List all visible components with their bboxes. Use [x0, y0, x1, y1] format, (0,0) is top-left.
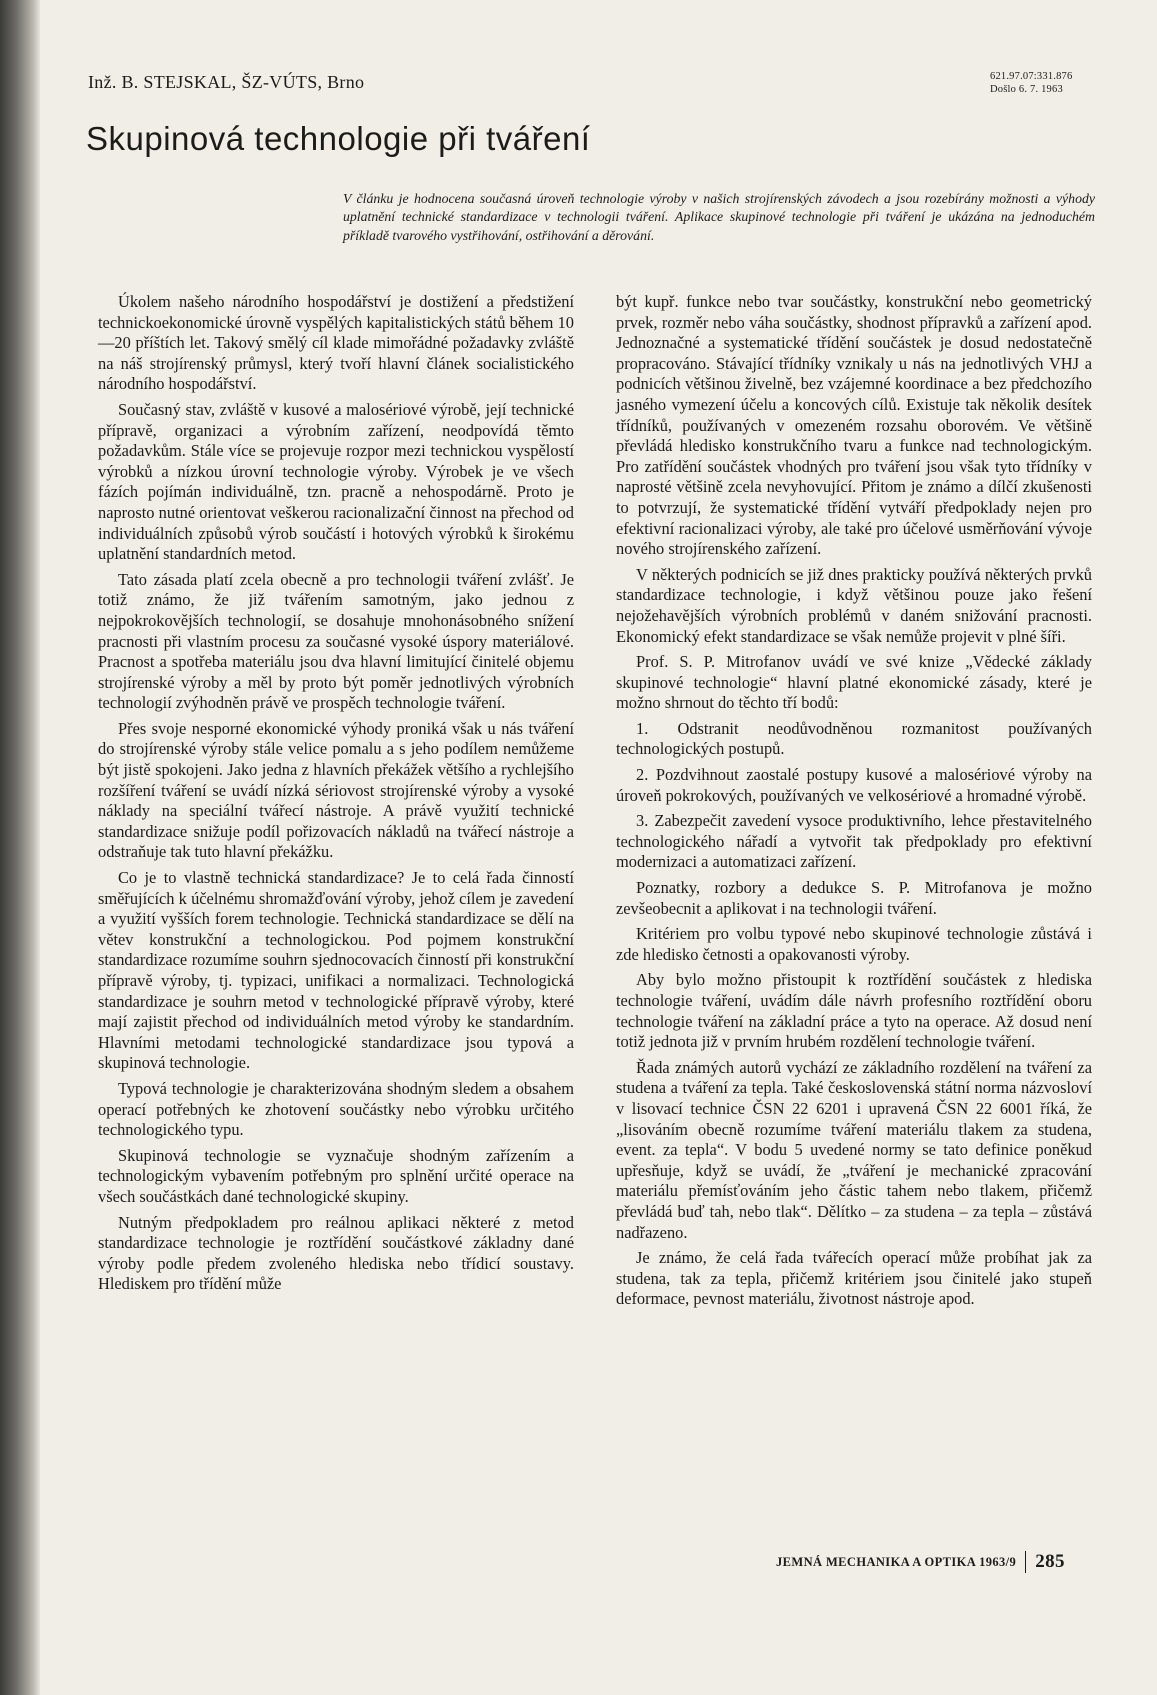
paragraph: Současný stav, zvláště v kusové a malosériové výrobě, její technické přípravě, organizaci a výrobním zařízení, neodpovídá těmto požadavkům. Stále více se projevuje rozpor mezi technickou vyspělostí výrobků a nízkou úrovní technologie výroby. Výrobek je ve všech fázích pojímán individuálně, tzn. pracně a nehospodárně. Proto je naprosto nutné orientovat veškerou racionalizační činnost na přechod od individuálních způsobů výrob součástí i hotových výrobků k širokému uplatnění standardních metod.	[98, 399, 574, 564]
article-abstract: V článku je hodnocena současná úroveň technologie výroby v našich strojírenských závodech a jsou rozebírány možnosti a výhody uplatnění technické standardizace v technologii tváření. Aplikace skupinové technologie při tváření je ukázána na jednoduchém příkladě tvarového vystřihování, ostřihování a děrování.	[343, 191, 1095, 243]
list-item: 1. Odstranit neodůvodněnou rozmanitost používaných technologických postupů.	[616, 718, 1092, 759]
paragraph: Je známo, že celá řada tvářecích operací může probíhat jak za studena, tak za tepla, přičemž kritériem jsou činitelé jako stupeň deformace, pevnost materiálu, životnost nástroje apod.	[616, 1248, 1092, 1309]
author-line: Inž. B. STEJSKAL, ŠZ-VÚTS, Brno	[88, 72, 365, 92]
page-footer	[776, 1551, 1065, 1573]
left-column	[98, 292, 574, 1300]
article-title: Skupinová technologie při tváření	[86, 120, 591, 157]
paragraph: V některých podnicích se již dnes prakticky používá některých prvků standardizace technologie, i když většinou pouze jako řešení nejožehavějších výrobních problémů v daném snižování pracnosti. Ekonomický efekt standardizace se však nemůže projevit v plné šíři.	[616, 564, 1092, 646]
paragraph: Typová technologie je charakterizována shodným sledem a obsahem operací potřebných ke zhotovení součástky nebo výrobku určitého technologického typu.	[98, 1078, 574, 1140]
paragraph: Tato zásada platí zcela obecně a pro technologii tváření zvlášť. Je totiž známo, že již tvářením samotným, jako jednou z nejpokrokovějších technologií, se dosahuje mnohonásobného snížení pracnosti při vlastním procesu za současné vysoké úspory materiálové. Pracnost a spotřeba materiálu jsou dva hlavní limitující činitelé objemu strojírenské výroby a měl by proto být poměr jednotlivých výrobních technologií zvýhodněn právě ve prospěch technologie tváření.	[98, 569, 574, 713]
paragraph: Aby bylo možno přistoupit k roztřídění součástek z hlediska technologie tváření, uvádím dále návrh profesního roztřídění oboru technologie tváření na základní práce a tyto na operace. Až dosud není totiž jednota již v prvním hrubém rozdělení technologie tváření.	[616, 970, 1092, 1052]
paragraph-continued: být kupř. funkce nebo tvar součástky, konstrukční nebo geometrický prvek, rozměr nebo váha součástky, shodnost přípravků a zařízení apod. Jednoznačné a systematické třídění součástek je dosud nedostatečně propracováno. Stávající třídníky vznikaly u nás na jednotlivých VHJ a podnicích většinou živelně, bez vzájemné koordinace a bez předchozího jasného vymezení účelu a koncových cílů. Existuje tak několik desítek třídníků, používaných v omezeném rozsahu oborovém. Ve většině převládá hledisko konstrukčního tvaru a funkce nad technologickým. Pro zatřídění součástek vhodných pro tváření jsou však tyto třídníky v naprosté většině zcela nevyhovující. Přitom je známo a dílčí zkušenosti to potvrzují, že systematické třídění vytváří předpoklady nejen pro efektivní racionalizaci výroby, ale také pro účelové usměrňování vývoje nového strojírenského zařízení.	[616, 292, 1092, 559]
paragraph: Nutným předpokladem pro reálnou aplikaci některé z metod standardizace technologie je roztřídění součástkové základny dané výroby podle předem zvoleného hlediska nebo třídicí soustavy. Hlediskem pro třídění může	[98, 1212, 574, 1294]
list-item: 2. Pozdvihnout zaostalé postupy kusové a malosériové výroby na úroveň pokrokových, používaných ve velkosériové a hromadné výrobě.	[616, 765, 1092, 805]
list-item: 3. Zabezpečit zavedení vysoce produktivního, lehce přestavitelného technologického nářadí a vytvořit tak předpoklady pro efektivní modernizaci a automatizaci zařízení.	[616, 811, 1092, 872]
paragraph: Prof. S. P. Mitrofanov uvádí ve své knize „Vědecké základy skupinové technologie“ hlavní platné ekonomické zásady, které je možno shrnout do těchto tří bodů:	[616, 652, 1092, 713]
paragraph: Přes svoje nesporné ekonomické výhody proniká však u nás tváření do strojírenské výroby stále velice pomalu a s jeho podílem nemůžeme být jistě spokojeni. Jako jedna z hlavních překážek většího a rychlejšího rozšíření tváření se uvádí nízká sériovost strojírenské výroby a vysoké náklady na speciální tvářecí nástroje. A právě využití technické standardizace snižuje podíl pořizovacích nákladů na tvářecí nástroje a odstraňuje tak tuto hlavní překážku.	[98, 718, 574, 862]
paragraph: Úkolem našeho národního hospodářství je dostižení a předstižení technickoekonomické úrovně vyspělých kapitalistických států během 10—20 příštích let. Takový smělý cíl klade mimořádné požadavky zvláště na náš strojírenský průmysl, který tvoří hlavní článek socialistického národního hospodářství.	[98, 292, 574, 394]
book-spine-shadow	[0, 0, 40, 1695]
received-date: Došlo 6. 7. 1963	[990, 84, 1063, 95]
footer-divider	[1025, 1551, 1026, 1573]
paragraph: Skupinová technologie se vyznačuje shodným zařízením a technologickým vybavením potřebným pro splnění určité operace na všech součástkách dané technologické skupiny.	[98, 1145, 574, 1206]
paragraph: Řada známých autorů vychází ze základního rozdělení na tváření za studena a tváření za tepla. Také československá státní norma názvosloví v lisovací technice ČSN 22 6201 i upravená ČSN 22 6001 říká, že „lisováním obecně rozumíme tváření materiálu tlakem za studena, event. za tepla“. V bodu 5 uvedené normy se tato definice poněkud upřesňuje, když se uvádí, že „tváření je mechanické zpracování materiálu přemísťováním jeho částic tahem nebo tlakem, přičemž převládá buď tah, nebo tlak“. Dělítko – za studena – za tepla – zůstává nadřazeno.	[616, 1057, 1092, 1242]
page-number: 285	[1035, 1551, 1065, 1572]
udc-code: 621.97.07:331.876	[990, 71, 1073, 82]
classification-block	[990, 70, 1094, 96]
right-column	[616, 292, 1092, 1315]
paragraph: Kritériem pro volbu typové nebo skupinové technologie zůstává i zde hledisko četnosti a opakovanosti výroby.	[616, 924, 1092, 964]
journal-name: JEMNÁ MECHANIKA A OPTIKA 1963/9	[776, 1554, 1017, 1569]
paragraph: Poznatky, rozbory a dedukce S. P. Mitrofanova je možno zevšeobecnit a aplikovat i na technologii tváření.	[616, 878, 1092, 918]
paragraph: Co je to vlastně technická standardizace? Je to celá řada činností směřujících k účelnému shromažďování výroby, jehož cílem je zavedení a využití vyšších forem technologie. Technická standardizace se dělí na větev konstrukční a technologickou. Pod pojmem konstrukční standardizace rozumíme souhrn sjednocovacích činností při konstrukční přípravě výroby, tj. typizaci, unifikaci a normalizaci. Technologická standardizace je souhrn metod v technologické přípravě výroby, které mají zajistit přechod od individuálních metod výroby ke standardním. Hlavními metodami technologické standardizace jsou typová a skupinová technologie.	[98, 868, 574, 1073]
